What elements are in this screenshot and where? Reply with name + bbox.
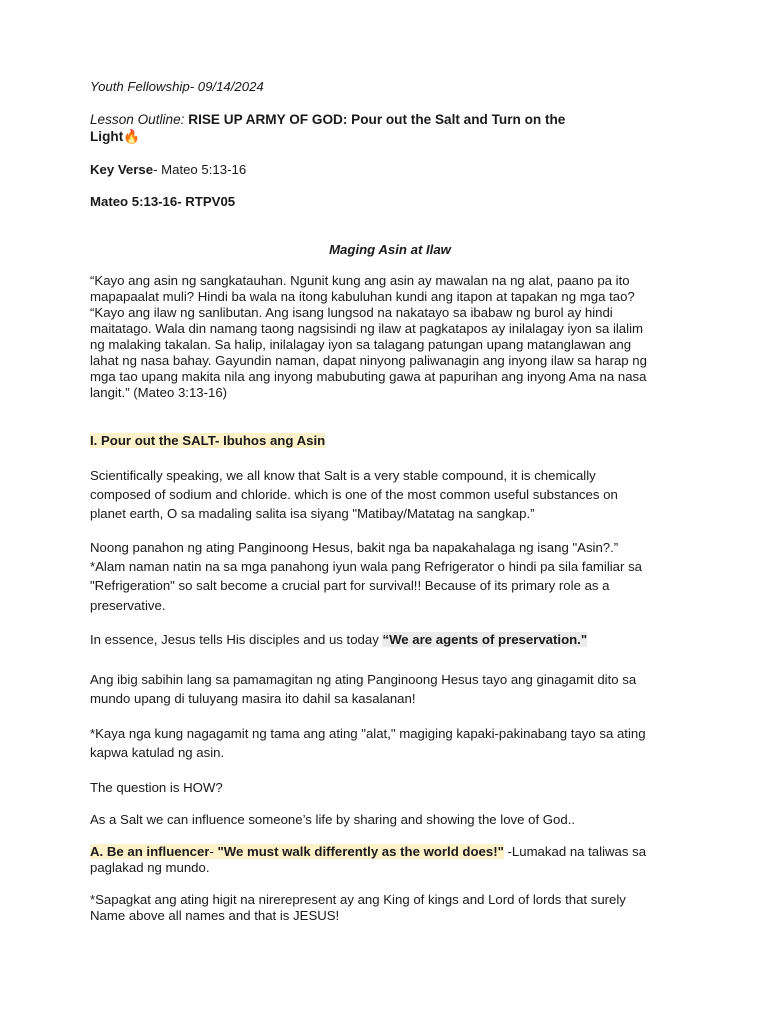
paragraph-line: Ang ibig sabihin lang sa pamamagitan ng ating Panginoong Hesus tayo ang ginagamit dito sa bbox=[90, 672, 637, 687]
passage-line: “Kayo ang ilaw ng sanlibutan. Ang isang lungsod na nakatayo sa ibabaw ng burol ay hindi bbox=[90, 305, 613, 320]
lesson-title: RISE UP ARMY OF GOD: Pour out the Salt and Turn on the bbox=[188, 112, 566, 127]
influencer-quote: "We must walk differently as the world does!" bbox=[217, 844, 504, 859]
passage-line: “Kayo ang asin ng sangkatauhan. Ngunit kung ang asin ay mawalan na ng alat, paano pa ito bbox=[90, 273, 630, 288]
paragraph-line: kapwa katulad ng asin. bbox=[90, 745, 225, 760]
version-line: Mateo 5:13-16- RTPV05 bbox=[90, 194, 236, 209]
passage-title: Maging Asin at Ilaw bbox=[329, 242, 451, 257]
question-line: The question is HOW? bbox=[90, 780, 223, 795]
lesson-outline-line-1 bbox=[90, 112, 565, 128]
paragraph-line: planet earth, O sa madaling salita isa siyang "Matibay/Matatag na sangkap.” bbox=[90, 506, 535, 521]
paragraph-line: composed of sodium and chloride. which is one of the most common useful substances on bbox=[90, 487, 618, 502]
paragraph-line: "Refrigeration" so salt become a crucial part for survival!! Because of its primary role as a bbox=[90, 578, 610, 593]
passage-line: mapapaalat muli? Hindi ba wala na itong kabuluhan kundi ang itapon at tapakan ng mga tao? bbox=[90, 289, 635, 304]
paragraph-line: mundo upang di tuluyang masira ito dahil sa kasalanan! bbox=[90, 691, 416, 706]
influencer-heading: A. Be an influencer bbox=[90, 844, 210, 859]
influencer-line-1: A. Be an influencer- "We must walk differently as the world does!" -Lumakad na taliwas sa bbox=[90, 844, 647, 859]
fellowship-date: Youth Fellowship- 09/14/2024 bbox=[90, 79, 264, 94]
paragraph-line: *Kaya nga kung nagagamit ng tama ang ating "alat," magiging kapaki-pakinabang tayo sa ating bbox=[90, 726, 646, 741]
passage-line: lahat ng nasa bahay. Gayundin naman, dapat ninyong paliwanagin ang inyong ilaw sa harap ng bbox=[90, 353, 647, 368]
preservation-quote: “We are agents of preservation." bbox=[382, 632, 588, 647]
passage-line: langit.” (Mateo 3:13-16) bbox=[90, 385, 228, 400]
key-verse-value: - Mateo 5:13-16 bbox=[153, 162, 247, 177]
influencer-line-2: paglakad ng mundo. bbox=[90, 860, 210, 875]
key-verse bbox=[90, 162, 246, 178]
paragraph-line: *Sapagkat ang ating higit na nirerepresent ay ang King of kings and Lord of lords that surely bbox=[90, 892, 626, 907]
passage-line: ng malaking takalan. Sa halip, inilalagay iyon sa talagang patungan upang matanglawan ang bbox=[90, 337, 632, 352]
section-heading-salt: I. Pour out the SALT- Ibuhos ang Asin bbox=[90, 433, 326, 448]
paragraph-line: Scientifically speaking, we all know that Salt is a very stable compound, it is chemically bbox=[90, 468, 596, 483]
lesson-outline-line-2: Light🔥 bbox=[90, 129, 141, 144]
essence-line: In essence, Jesus tells His disciples and us today “We are agents of preservation." bbox=[90, 632, 588, 647]
paragraph-line: *Alam naman natin na sa mga panahong iyun wala pang Refrigerator o hindi pa sila familiar sa bbox=[90, 559, 643, 574]
passage-line: mga tao upang makita nila ang inyong mabubuting gawa at papurihan ang inyong Ama na nasa bbox=[90, 369, 647, 384]
key-verse-label: Key Verse bbox=[90, 162, 154, 177]
paragraph-line: Noong panahon ng ating Panginoong Hesus, bakit nga ba napakahalaga ng isang "Asin?.” bbox=[90, 540, 619, 555]
paragraph-line: Name above all names and that is JESUS! bbox=[90, 908, 340, 923]
passage-line: maitatago. Wala din namang taong nagsisindi ng ilaw at pagkatapos ay inilalagay iyon sa ilalim bbox=[90, 321, 643, 336]
lesson-prefix: Lesson Outline: bbox=[90, 112, 189, 127]
salt-influence-line: As a Salt we can influence someone’s life by sharing and showing the love of God.. bbox=[90, 812, 576, 827]
paragraph-line: preservative. bbox=[90, 598, 166, 613]
